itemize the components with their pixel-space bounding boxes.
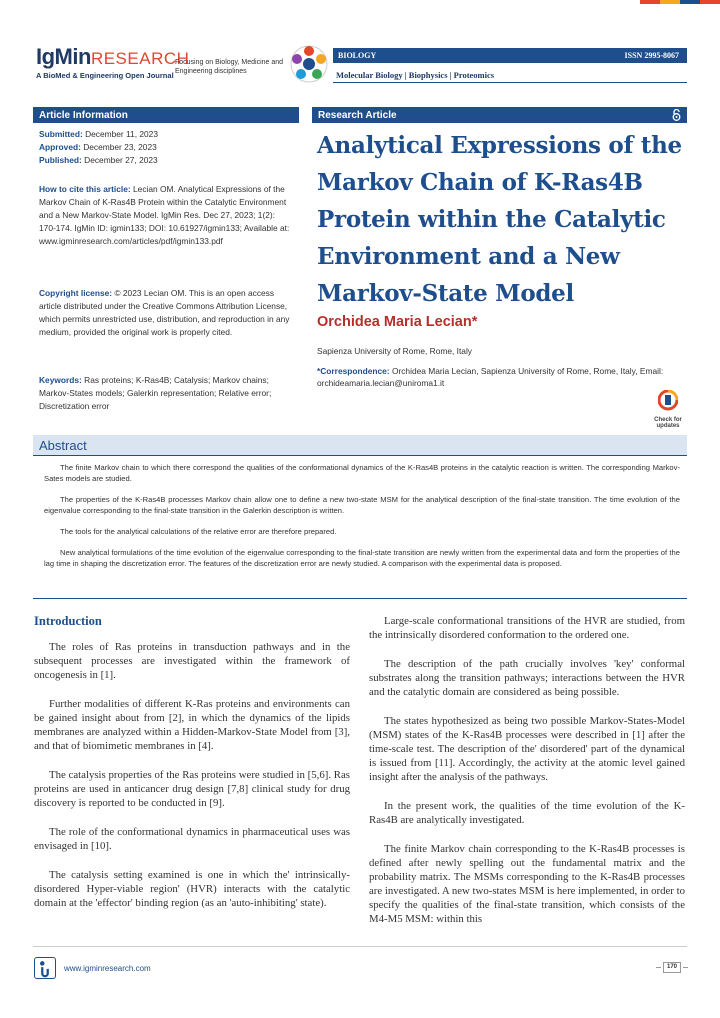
body-paragraph: The finite Markov chain corresponding to the K-Ras4B processes is defined after newly spelling out the fundamental matrix and the probability matrix. The MSMs corresponding to the K-Ras4B processes are investigated. A new two-states MSM is here implemented, in order to specify the qualities of the final-state transition, which consists of the M4-M5 MSM: within this: [369, 843, 685, 925]
title-line: Markov-State Model: [317, 280, 574, 307]
open-access-icon: [672, 109, 681, 121]
check-updates-icon: [658, 390, 678, 412]
body-paragraph: Large-scale conformational transitions of the HVR are studied, from the intrinsically disordered conformation to the ordered one.: [369, 615, 685, 641]
check-line-2: updates: [656, 423, 680, 429]
body-paragraph: The description of the path crucially involves 'key' conformal substrates along the transition pathways; interactions between the HVR and the catalytic domain are considered as being possible.: [369, 658, 685, 698]
logo-subtitle: A BioMed & Engineering Open Journal: [36, 71, 174, 80]
copyright-label: Copyright license:: [39, 288, 113, 298]
check-for-updates-badge[interactable]: [652, 390, 684, 429]
abstract-header: [33, 435, 687, 455]
check-line-1: Check for: [654, 417, 682, 423]
top-color-strip: [640, 0, 720, 4]
citation-block: [39, 183, 293, 248]
dates-block: [39, 128, 293, 167]
correspondence-text[interactable]: Orchidea Maria Lecian, Sapienza University of Rome, Rome, Italy, Email: orchideamaria.lecian@uniroma1.it: [317, 366, 664, 388]
published-date: December 27, 2023: [84, 155, 158, 165]
page-number: 170: [663, 962, 681, 973]
footer-url[interactable]: www.igminresearch.com: [64, 964, 151, 973]
submitted-label: Submitted:: [39, 129, 83, 139]
title-line: Protein within the Catalytic: [317, 206, 666, 233]
abstract-divider: [33, 455, 687, 456]
abstract-paragraph: The finite Markov chain to which there correspond the qualities of the conformational dynamics of the K-Ras4B proteins in the catalytic reaction is written. The corresponding Markov-Sates models are studied.: [44, 463, 680, 483]
body-paragraph: The role of the conformational dynamics in pharmaceutical uses was envisaged in [10].: [34, 826, 350, 852]
keywords-label: Keywords:: [39, 375, 82, 385]
abstract-paragraph: New analytical formulations of the time evolution of the eigenvalue corresponding to the final-state transition are newly written from the experimental data and form the properties of the lag time in shaping the discretization error. The features of the discretization error are newly studied. A comparison with the experimental data is proposed.: [44, 548, 680, 568]
abstract-paragraph: The tools for the analytical calculations of the relative error are therefore prepared.: [60, 527, 337, 536]
abstract-bottom-divider: [33, 598, 687, 599]
body-right-column: [369, 614, 685, 941]
published-label: Published:: [39, 155, 82, 165]
page-dash-left: [656, 967, 661, 968]
body-paragraph: The states hypothesized as being two possible Markov-States-Model (MSM) states of the K-Ras4B processes were described in [1] after the time-scale test. The description of the' disordered' part of the dynamical is issued from [11]. Accordingly, the activity at the atomic level gained insight after the analysis of the pathways.: [369, 715, 685, 783]
abstract-body: [44, 462, 680, 579]
journal-tagline: Focusing on Biology, Medicine and Engineering disciplines: [175, 59, 284, 75]
approved-date: December 23, 2023: [83, 142, 157, 152]
biology-category-icon: [290, 45, 328, 83]
page-dash-right: [683, 967, 688, 968]
cite-label: How to cite this article:: [39, 184, 131, 194]
copyright-block: [39, 287, 293, 339]
article-title: [317, 127, 697, 312]
affiliation: Sapienza University of Rome, Rome, Italy: [317, 346, 472, 356]
copyright-text: © 2023 Lecian OM. This is an open access article distributed under the Creative Commons Attribution License, which permits unrestricted use, distribution, and reproduction in any medium, provided the original work is properly cited.: [39, 288, 290, 337]
journal-logo[interactable]: [36, 44, 190, 82]
abstract-paragraph: The properties of the K-Ras4B processes Markov chain allow one to define a new two-state MSM for the analytical description of the final-state transition. The time evolution of the eigenvalue corresponding to the final-state transition in the Galerkin description is written.: [44, 495, 680, 515]
body-left-column: [34, 614, 350, 925]
title-line: Environment and a New: [317, 243, 620, 270]
logo-main-text: IgMin: [36, 44, 91, 69]
introduction-heading: Introduction: [34, 614, 102, 628]
keywords-text: Ras proteins; K-Ras4B; Catalysis; Markov chains; Markov-States models; Galerkin representation; Relative error; Discretization error: [39, 375, 272, 411]
approved-label: Approved:: [39, 142, 81, 152]
header-divider: [333, 82, 687, 83]
category-label: BIOLOGY: [338, 51, 377, 60]
title-line: Analytical Expressions of the: [317, 132, 682, 159]
abstract-title: Abstract: [39, 437, 87, 453]
logo-thin-text: RESEARCH: [90, 49, 190, 68]
author-name: Orchidea Maria Lecian*: [317, 314, 478, 330]
body-paragraph: The roles of Ras proteins in transduction pathways and in the subsequent processes are investigated within the framework of oncogenesis in [1].: [34, 641, 350, 681]
submitted-date: December 11, 2023: [85, 129, 158, 139]
subject-list: Molecular Biology | Biophysics | Proteomics: [336, 70, 495, 80]
issn-label: ISSN 2995-8067: [624, 51, 679, 60]
body-paragraph: The catalysis properties of the Ras proteins were studied in [5,6]. Ras proteins are used in anticancer drug design [7,8] clinical study for drug discovery is reported to be conducted in [9].: [34, 769, 350, 809]
footer-logo-icon: [34, 957, 56, 979]
title-line: Markov Chain of K-Ras4B: [317, 169, 643, 196]
research-article-header: [312, 107, 687, 123]
keywords-block: [39, 374, 293, 413]
category-bar: [333, 48, 687, 63]
correspondence-label: *Correspondence:: [317, 366, 390, 376]
body-paragraph: In the present work, the qualities of the time evolution of the K-Ras4B are analytically investigated.: [369, 800, 685, 826]
cite-text: Lecian OM. Analytical Expressions of the Markov Chain of K-Ras4B Protein within the Catalytic Environment and a New Markov-State Model. IgMin Res. Dec 27, 2023; 1(2): 170-174. IgMin ID: igmin133; DOI: 10.61927/igmin133; Available at: www.igminresearch.com/articles/pdf/igmin133.pdf: [39, 184, 290, 246]
correspondence: [317, 365, 689, 389]
article-info-title: Article Information: [39, 109, 128, 121]
footer-divider: [33, 946, 687, 947]
body-paragraph: Further modalities of different K-Ras proteins and environments can be gained insight about from [2], in which the dynamics of the lipids membranes are analyzed within a Hidden-Markov-State Model from [3], and that of biomimetic membranes in [4].: [34, 698, 350, 752]
research-article-title: Research Article: [318, 109, 397, 121]
article-info-header: [33, 107, 299, 123]
body-paragraph: The catalysis setting examined is one in which the' intrinsically-disordered Hyper-viable region' (HVR) interacts with the catalytic domain at the 'effector' binding region (as an 'auto-inhibiting' state).: [34, 869, 350, 909]
